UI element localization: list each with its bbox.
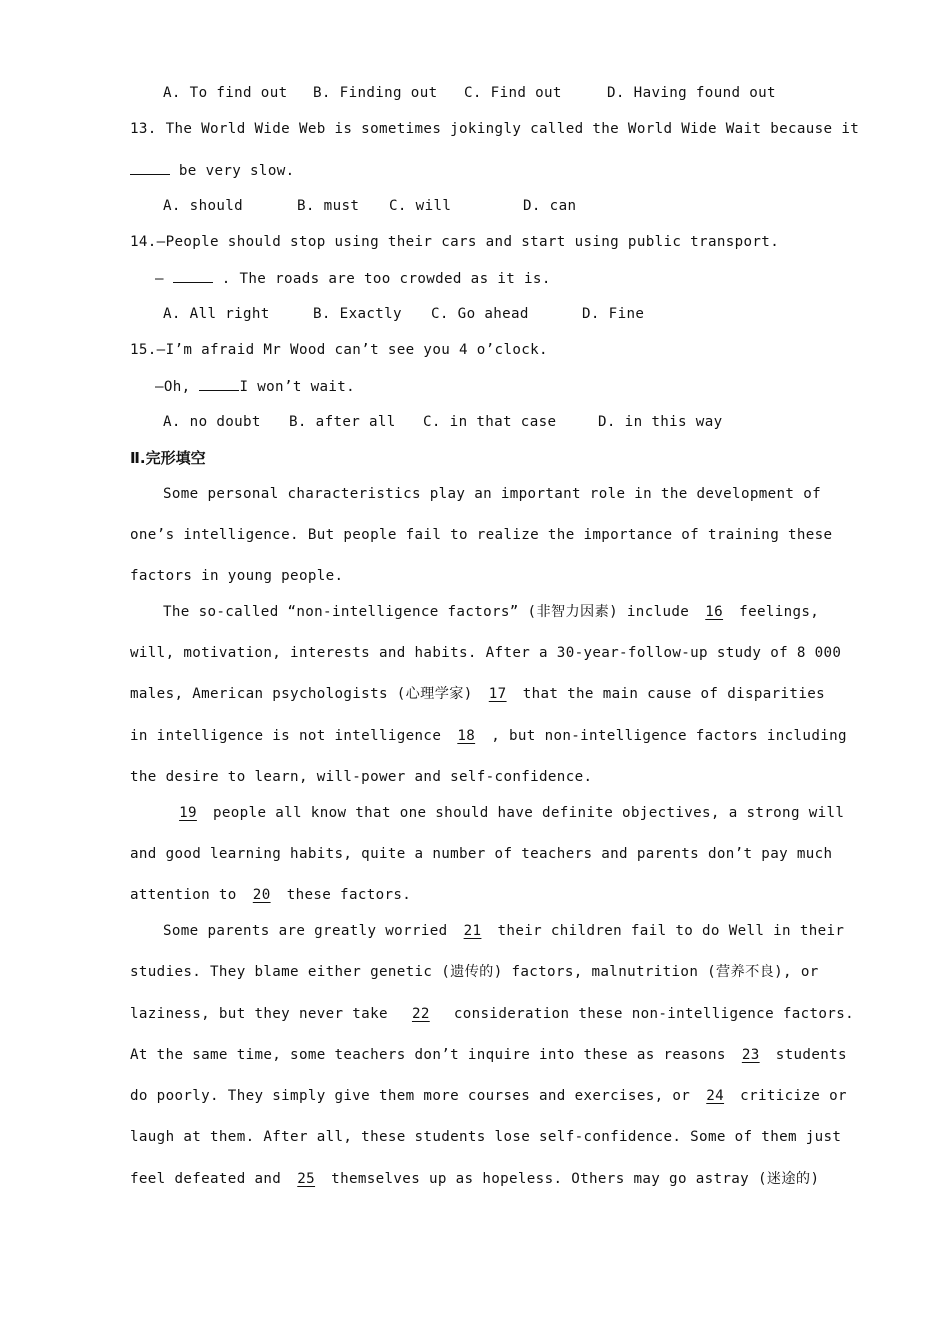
passage-text: do poorly. They simply give them more courses and exercises, or <box>130 1088 691 1104</box>
passage-text: attention to <box>130 887 237 903</box>
q13-stem-tail: be very slow. <box>178 163 295 179</box>
blank-18[interactable]: 18 <box>457 728 476 744</box>
blank-22[interactable]: 22 <box>411 1006 430 1022</box>
q15-option-a[interactable]: A. no doubt <box>163 414 261 430</box>
passage-text: The so-called “non-intelligence factors” (非智力因素) include <box>163 604 690 620</box>
passage-line <box>163 602 819 622</box>
q14-reply-text: . The roads are too crowded as it is. <box>221 271 551 287</box>
passage-line: will, motivation, interests and habits. After a 30-year-follow-up study of 8 000 <box>130 645 842 661</box>
q14-option-a[interactable]: A. All right <box>163 306 270 322</box>
q13-option-a[interactable]: A. should <box>163 198 244 214</box>
blank-17[interactable]: 17 <box>488 686 507 702</box>
passage-line <box>163 803 844 823</box>
blank-24[interactable]: 24 <box>706 1088 725 1104</box>
passage-text: consideration these non-intelligence factors. <box>453 1006 854 1022</box>
q15-reply <box>155 376 355 397</box>
blank-25[interactable]: 25 <box>297 1171 316 1187</box>
q13-stem-continued <box>130 160 295 181</box>
passage-line <box>130 1169 819 1189</box>
passage-line: Some personal characteristics play an important role in the development of <box>163 486 821 502</box>
q14-option-c[interactable]: C. Go ahead <box>431 306 529 322</box>
passage-text: in intelligence is not intelligence <box>130 728 442 744</box>
q14-stem: 14.—People should stop using their cars and start using public transport. <box>130 234 780 250</box>
passage-line: factors in young people. <box>130 568 344 584</box>
blank-19[interactable]: 19 <box>179 805 197 821</box>
q13-option-d[interactable]: D. can <box>523 198 577 214</box>
passage-text: feelings, <box>739 604 820 620</box>
passage-line: studies. They blame either genetic (遗传的) factors, malnutrition (营养不良), or <box>130 964 819 980</box>
blank-23[interactable]: 23 <box>741 1047 760 1063</box>
passage-line: laugh at them. After all, these students lose self-confidence. Some of them just <box>130 1129 842 1145</box>
q15-reply-text: I won’t wait. <box>239 379 356 395</box>
q12-option-c[interactable]: C. Find out <box>464 85 562 101</box>
q14-answer-blank[interactable] <box>173 268 213 283</box>
passage-line <box>130 885 411 905</box>
section-heading: Ⅱ.完形填空 <box>130 449 206 467</box>
passage-text: criticize or <box>740 1088 847 1104</box>
passage-text: people all know that one should have definite objectives, a strong will <box>213 805 845 821</box>
q15-stem: 15.—I’m afraid Mr Wood can’t see you 4 o’clock. <box>130 342 548 358</box>
q14-reply-dash: — <box>155 271 164 287</box>
passage-line <box>130 684 825 704</box>
q15-reply-start: —Oh, <box>155 379 191 395</box>
passage-line <box>130 1045 847 1065</box>
passage-line: the desire to learn, will-power and self-confidence. <box>130 769 593 785</box>
passage-text: Some parents are greatly worried <box>163 923 448 939</box>
q14-option-d[interactable]: D. Fine <box>582 306 645 322</box>
passage-line <box>130 1086 847 1106</box>
passage-line <box>130 1004 854 1024</box>
passage-text: , but non-intelligence factors including <box>491 728 847 744</box>
passage-text: students <box>775 1047 847 1063</box>
q14-reply <box>155 268 551 289</box>
passage-text: themselves up as hopeless. Others may go astray (迷途的) <box>331 1171 820 1187</box>
passage-line: and good learning habits, quite a number of teachers and parents don’t pay much <box>130 846 833 862</box>
passage-text: feel defeated and <box>130 1171 282 1187</box>
q15-option-d[interactable]: D. in this way <box>598 414 723 430</box>
blank-16[interactable]: 16 <box>705 604 724 620</box>
passage-text: these factors. <box>286 887 412 903</box>
passage-text: that the main cause of disparities <box>522 686 826 702</box>
q12-option-a[interactable]: A. To find out <box>163 85 288 101</box>
passage-text: laziness, but they never take <box>130 1006 388 1022</box>
q14-option-b[interactable]: B. Exactly <box>313 306 402 322</box>
blank-21[interactable]: 21 <box>463 923 482 939</box>
passage-text: males, American psychologists (心理学家) <box>130 686 473 702</box>
q15-option-b[interactable]: B. after all <box>289 414 396 430</box>
passage-line <box>163 921 844 941</box>
q15-answer-blank[interactable] <box>199 376 239 391</box>
q13-answer-blank[interactable] <box>130 160 170 175</box>
passage-line: one’s intelligence. But people fail to realize the importance of training these <box>130 527 833 543</box>
passage-text: their children fail to do Well in their <box>497 923 845 939</box>
q15-option-c[interactable]: C. in that case <box>423 414 557 430</box>
q13-option-c[interactable]: C. will <box>389 198 452 214</box>
q12-option-d[interactable]: D. Having found out <box>607 85 776 101</box>
q13-option-b[interactable]: B. must <box>297 198 360 214</box>
blank-20[interactable]: 20 <box>252 887 271 903</box>
q12-option-b[interactable]: B. Finding out <box>313 85 438 101</box>
q13-stem: 13. The World Wide Web is sometimes jokingly called the World Wide Wait because it <box>130 121 860 137</box>
passage-line <box>130 726 847 746</box>
passage-text: At the same time, some teachers don’t inquire into these as reasons <box>130 1047 726 1063</box>
